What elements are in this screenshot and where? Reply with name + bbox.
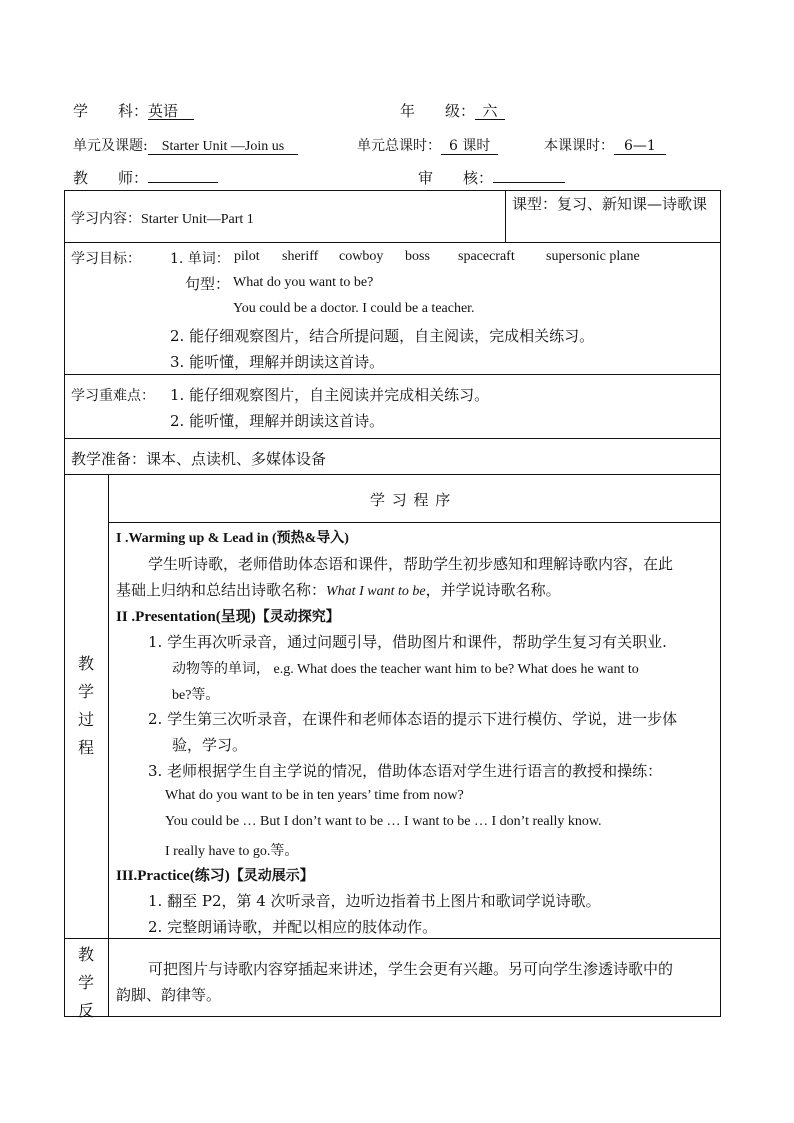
prep-text: 教学准备：课本、点读机、多媒体设备 xyxy=(71,450,327,468)
section2-item3-line1: 3. 老师根据学生自主学说的情况，借助体态语对学生进行语言的教授和操练： xyxy=(148,762,663,780)
unit-row xyxy=(73,135,298,155)
keypoints-item1: 1. 能仔细观察图片，自主阅读并完成相关练习。 xyxy=(170,386,490,404)
section3-title-a: III.Practice(练习) xyxy=(116,868,230,884)
word-1: pilot xyxy=(234,249,260,264)
section1-line2-a: 基础上归纳和总结出诗歌名称： xyxy=(116,581,327,599)
grade-label: 年 级： xyxy=(400,102,476,120)
objectives-item3: 3. 能听懂，理解并朗读这首诗。 xyxy=(170,353,385,371)
objectives-item1-prefix: 1. 单词： xyxy=(170,251,230,267)
section2-item1-line2: 动物等的单词， e.g. What does the teacher want him to be? What does he want to xyxy=(172,662,639,677)
section3-item1: 1. 翻至 P2，第 4 次听录音，边听边指着书上图片和歌词学说诗歌。 xyxy=(148,892,601,910)
content-value: Starter Unit—Part 1 xyxy=(141,212,254,227)
section2-item3-line2: What do you want to be in ten years’ time from now? xyxy=(165,788,464,803)
reflection-line1: 可把图片与诗歌内容穿插起来讲述，学生会更有兴趣。另可向学生渗透诗歌中的 xyxy=(148,960,674,978)
grade-row xyxy=(400,100,505,121)
keypoints-label: 学习重难点： xyxy=(71,388,155,404)
lesson-hours-row xyxy=(544,135,666,155)
pattern-2: You could be a doctor. I could be a teacher. xyxy=(233,301,475,316)
section2-title-a: II .Presentation(呈现) xyxy=(116,609,256,625)
subject-row xyxy=(73,100,194,121)
section2-item1-line3: be?等。 xyxy=(172,688,220,703)
teacher-row xyxy=(73,167,218,188)
section3-title-b: 【灵动展示】 xyxy=(229,868,314,884)
teacher-label: 教 师： xyxy=(73,169,149,187)
section1-title: I .Warming up & Lead in (预热&导入) xyxy=(116,531,349,546)
word-3: cowboy xyxy=(339,249,384,264)
total-hours-label: 单元总课时： xyxy=(357,138,441,154)
section2-item2-line2: 验，学习。 xyxy=(172,736,248,754)
subject-value: 英语 xyxy=(148,104,194,120)
section2-item2-line1: 2. 学生第三次听录音，在课件和老师体态语的提示下进行模仿、学说，进一步体 xyxy=(148,710,678,728)
section1-line1: 学生听诗歌，老师借助体态语和课件，帮助学生初步感知和理解诗歌内容，在此 xyxy=(148,555,674,573)
content-cell xyxy=(71,208,254,228)
poem-title: What I want to be xyxy=(326,584,426,599)
section3-item2: 2. 完整朗诵诗歌，并配以相应的肢体动作。 xyxy=(148,918,438,936)
word-6: supersonic plane xyxy=(546,249,640,264)
section1-line2-c: ，并学说诗歌名称。 xyxy=(425,581,561,599)
total-hours-row xyxy=(357,135,498,155)
pattern-label: 句型： xyxy=(185,275,231,293)
content-label: 学习内容： xyxy=(71,211,141,227)
grade-value: 六 xyxy=(475,104,505,120)
section2-title xyxy=(116,605,340,626)
objectives-item2: 2. 能仔细观察图片，结合所提问题，自主阅读，完成相关练习。 xyxy=(170,327,595,345)
word-2: sheriff xyxy=(282,249,319,264)
procedure-side-label: 教 学 过 程 xyxy=(77,654,94,757)
lesson-type: 课型：复习、新知课—诗歌课 xyxy=(512,195,708,213)
section2-item3-line4: I really have to go.等。 xyxy=(165,844,299,859)
pattern-1: What do you want to be? xyxy=(233,275,374,290)
objectives-item1 xyxy=(170,248,230,268)
keypoints-item2: 2. 能听懂，理解并朗读这首诗。 xyxy=(170,412,385,430)
section2-item3-line3: You could be … But I don’t want to be … I want to be … I don’t really know. xyxy=(165,814,602,829)
reflection-side-label: 教 学 反 xyxy=(77,945,94,1020)
unit-label: 单元及课题: xyxy=(73,138,148,154)
review-label: 审 核： xyxy=(418,169,494,187)
section2-title-b: 【灵动探究】 xyxy=(255,609,340,625)
unit-value: Starter Unit —Join us xyxy=(148,139,299,155)
teacher-value xyxy=(148,182,218,183)
word-4: boss xyxy=(405,249,430,264)
review-row xyxy=(418,167,565,188)
subject-label: 学 科： xyxy=(73,102,149,120)
objectives-label: 学习目标： xyxy=(71,251,141,267)
section3-title xyxy=(116,864,314,885)
total-hours-value: 6 课时 xyxy=(441,139,498,155)
reflection-line2: 韵脚、韵律等。 xyxy=(116,986,222,1004)
review-value xyxy=(493,182,565,183)
word-5: spacecraft xyxy=(458,249,515,264)
section2-item1-line1: 1. 学生再次听录音，通过问题引导，借助图片和课件，帮助学生复习有关职业. xyxy=(148,633,667,651)
lesson-hours-label: 本课课时： xyxy=(544,138,614,154)
lesson-hours-value: 6—1 xyxy=(614,139,666,155)
procedure-title: 学 习 程 序 xyxy=(370,491,452,509)
section1-line2 xyxy=(116,579,561,600)
